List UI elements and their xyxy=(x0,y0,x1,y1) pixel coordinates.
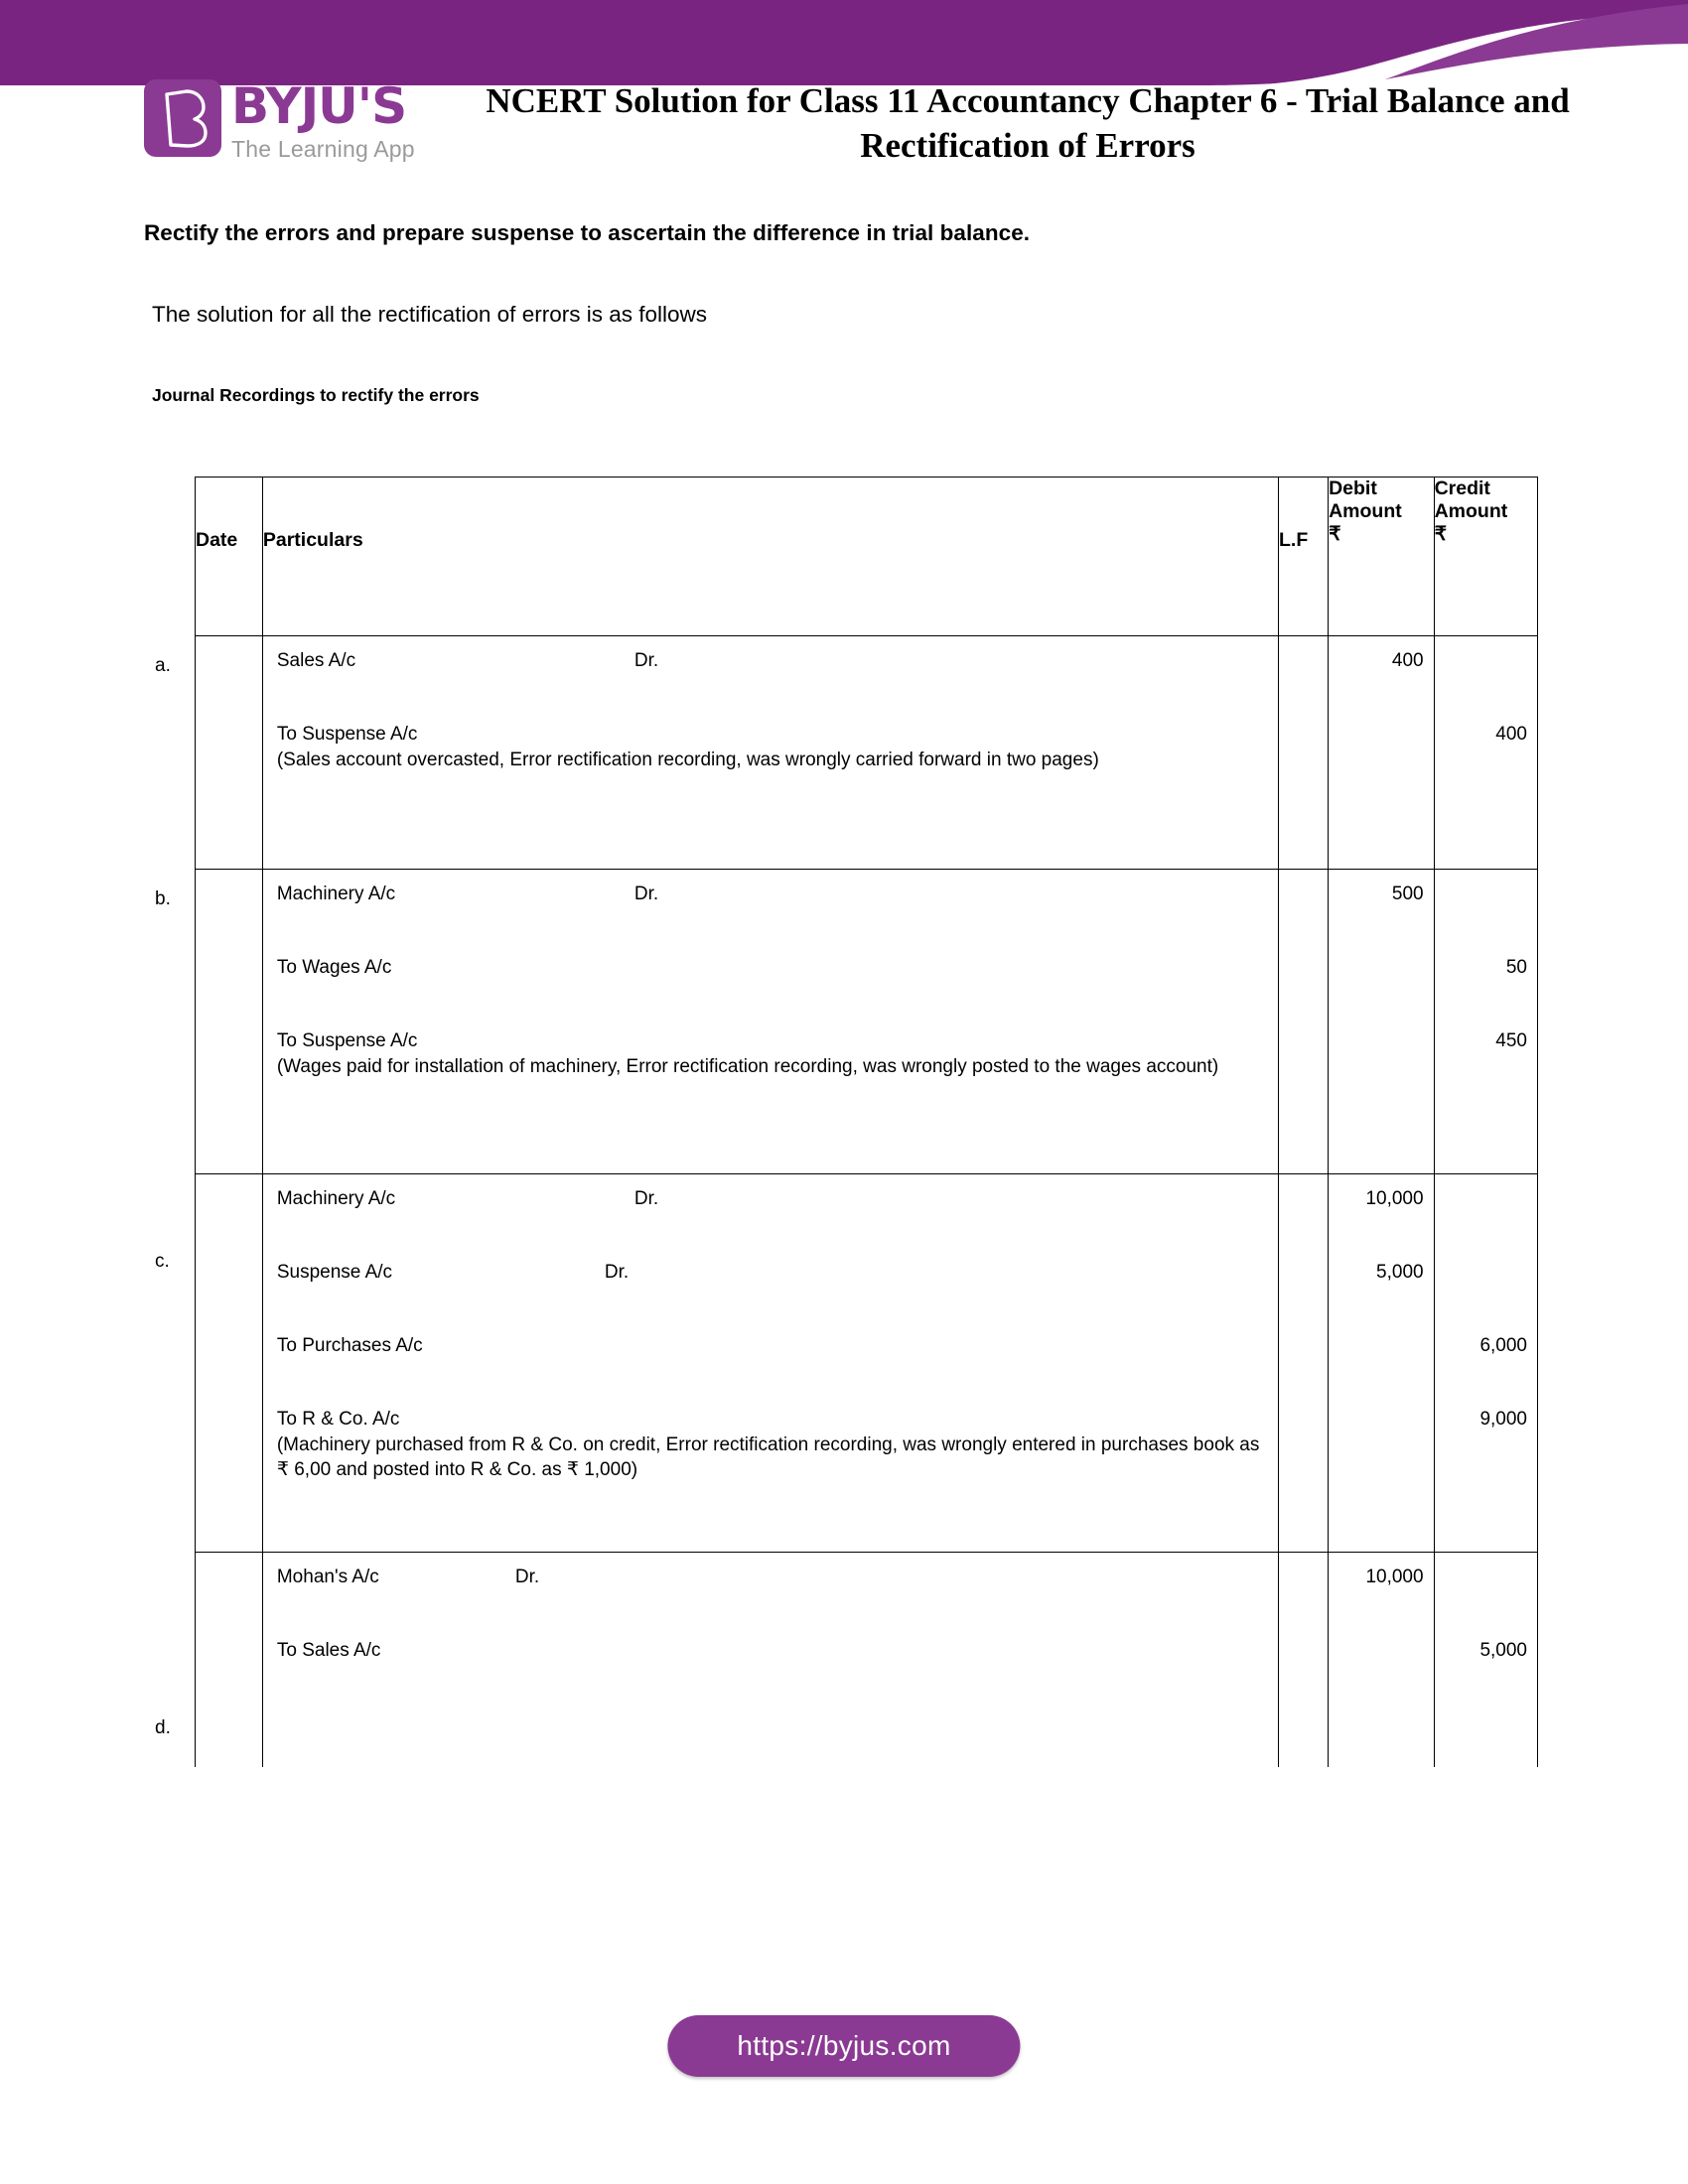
journal-table xyxy=(195,477,1538,1767)
credit-amount: 400 xyxy=(1495,724,1527,745)
entry-line xyxy=(277,1188,1268,1262)
dr-marker: Dr. xyxy=(604,1262,630,1283)
cell-particulars-a xyxy=(262,636,1278,870)
debit-amount xyxy=(1342,1409,1423,1482)
entry-line xyxy=(277,1262,1268,1335)
account-name: Machinery A/c xyxy=(276,884,396,904)
narration: (Machinery purchased from R & Co. on credit, Error rectification recording, was wrongly entered in purchases book as ₹ 6,00 and posted into R & Co. as ₹ 1,000) xyxy=(276,1434,1260,1481)
credit-header-line2: Amount xyxy=(1434,500,1508,522)
cell-debit-a xyxy=(1329,636,1434,870)
table-caption: Journal Recordings to rectify the errors xyxy=(152,385,480,405)
col-header-lf: L.F xyxy=(1278,478,1328,636)
cell-date-d xyxy=(196,1553,263,1768)
table-header-row xyxy=(196,478,1538,636)
cell-lf-c xyxy=(1278,1174,1328,1553)
cell-debit-d xyxy=(1329,1553,1434,1768)
narration: (Sales account overcasted, Error rectification recording, was wrongly carried forward in two pages) xyxy=(276,750,1099,770)
table-row xyxy=(196,1553,1538,1768)
cell-date-c xyxy=(196,1174,263,1553)
entry-line xyxy=(277,1335,1268,1409)
entry-line xyxy=(277,724,1268,797)
cell-lf-d xyxy=(1278,1553,1328,1768)
cell-lf-b xyxy=(1278,870,1328,1174)
credit-amount: 9,000 xyxy=(1479,1409,1527,1430)
byjus-logo xyxy=(144,79,415,161)
entry-line xyxy=(277,884,1268,957)
col-header-particulars: Particulars xyxy=(262,478,1278,636)
debit-amount xyxy=(1342,1640,1423,1713)
credit-amount xyxy=(1449,1188,1527,1262)
entry-line xyxy=(277,1567,1268,1640)
credit-amount xyxy=(1449,1567,1527,1640)
byjus-logo-text xyxy=(231,79,415,161)
debit-amount: 10,000 xyxy=(1365,1188,1424,1209)
page-title: NCERT Solution for Class 11 Accountancy Chapter 6 - Trial Balance and Rectification of Errors xyxy=(486,81,1570,165)
debit-amount xyxy=(1342,1030,1423,1104)
dr-marker: Dr. xyxy=(633,650,659,671)
debit-amount: 400 xyxy=(1391,650,1424,671)
credit-amount: 5,000 xyxy=(1479,1640,1527,1662)
credit-amount xyxy=(1449,1262,1527,1335)
cell-particulars-c xyxy=(262,1174,1278,1553)
cell-particulars-d xyxy=(262,1553,1278,1768)
account-name: Machinery A/c xyxy=(276,1188,396,1209)
account-name: To Purchases A/c xyxy=(276,1335,423,1356)
cell-credit-d xyxy=(1434,1553,1537,1768)
entry-line xyxy=(277,650,1268,724)
byjus-tagline: The Learning App xyxy=(231,136,415,162)
col-header-date: Date xyxy=(196,478,263,636)
debit-amount xyxy=(1342,1335,1423,1409)
dr-marker: Dr. xyxy=(633,884,659,904)
credit-header-currency: ₹ xyxy=(1434,523,1447,545)
b-letter-icon xyxy=(157,88,209,148)
debit-amount xyxy=(1342,957,1423,1030)
cell-particulars-b xyxy=(262,870,1278,1174)
page-header xyxy=(0,60,1688,189)
account-name: To Sales A/c xyxy=(276,1640,381,1662)
account-name: To Suspense A/c xyxy=(276,724,418,745)
row-letter-d: d. xyxy=(155,1717,171,1738)
debit-amount: 5,000 xyxy=(1376,1262,1424,1283)
byjus-wordmark: BYJU'S xyxy=(231,77,407,135)
debit-header-line1: Debit xyxy=(1329,478,1377,499)
entry-line xyxy=(277,1030,1268,1104)
account-name: To R & Co. A/c xyxy=(276,1409,400,1430)
col-header-debit-amount xyxy=(1329,478,1434,636)
question-statement: Rectify the errors and prepare suspense to ascertain the difference in trial balance. xyxy=(144,220,1031,245)
dr-marker: Dr. xyxy=(633,1188,659,1209)
row-letter-a: a. xyxy=(155,655,171,676)
account-name: Sales A/c xyxy=(276,650,356,671)
table-row xyxy=(196,870,1538,1174)
debit-amount: 500 xyxy=(1391,884,1424,904)
cell-credit-c xyxy=(1434,1174,1537,1553)
debit-amount xyxy=(1342,724,1423,797)
credit-header-line1: Credit xyxy=(1434,478,1490,499)
debit-header-currency: ₹ xyxy=(1329,523,1341,545)
dr-marker: Dr. xyxy=(514,1567,540,1588)
cell-credit-b xyxy=(1434,870,1537,1174)
credit-amount xyxy=(1449,884,1527,957)
credit-amount: 50 xyxy=(1505,957,1527,978)
byjus-url-button[interactable]: https://byjus.com xyxy=(667,2015,1020,2077)
row-letter-b: b. xyxy=(155,888,171,909)
entry-line xyxy=(277,1409,1268,1482)
credit-amount: 450 xyxy=(1495,1030,1527,1051)
entry-line xyxy=(277,957,1268,1030)
table-row xyxy=(196,636,1538,870)
narration: (Wages paid for installation of machinery, Error rectification recording, was wrongly posted to the wages account) xyxy=(276,1056,1219,1077)
col-header-credit-amount xyxy=(1434,478,1537,636)
cell-debit-c xyxy=(1329,1174,1434,1553)
credit-amount: 6,000 xyxy=(1479,1335,1527,1356)
account-name: To Suspense A/c xyxy=(276,1030,418,1051)
credit-amount xyxy=(1449,650,1527,724)
cell-date-b xyxy=(196,870,263,1174)
solution-intro: The solution for all the rectification of errors is as follows xyxy=(152,302,707,327)
cell-debit-b xyxy=(1329,870,1434,1174)
account-name: To Wages A/c xyxy=(276,957,392,978)
table-row xyxy=(196,1174,1538,1553)
cell-lf-a xyxy=(1278,636,1328,870)
row-letter-c: c. xyxy=(155,1251,170,1272)
journal-table-head xyxy=(196,478,1538,636)
cell-date-a xyxy=(196,636,263,870)
cell-credit-a xyxy=(1434,636,1537,870)
byjus-logo-mark xyxy=(144,79,221,157)
account-name: Suspense A/c xyxy=(276,1262,393,1283)
journal-table-body xyxy=(196,636,1538,1768)
debit-header-line2: Amount xyxy=(1329,500,1402,522)
debit-amount: 10,000 xyxy=(1365,1567,1424,1588)
account-name: Mohan's A/c xyxy=(276,1567,379,1588)
journal-table-wrapper xyxy=(195,477,1538,1767)
entry-line xyxy=(277,1640,1268,1713)
